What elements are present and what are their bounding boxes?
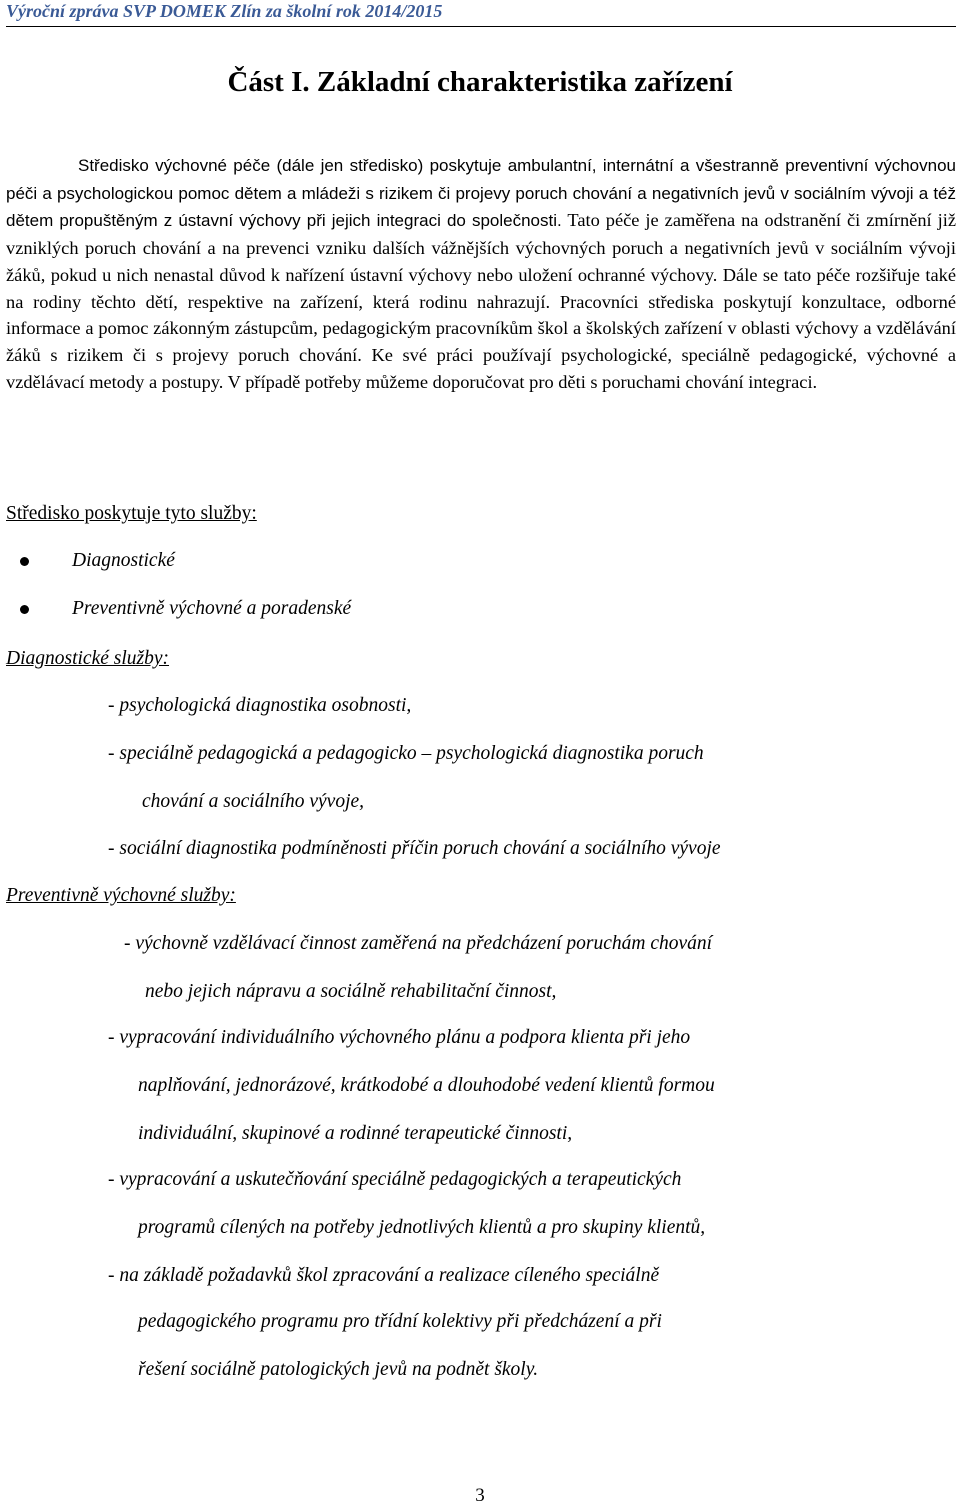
- services-list: [18, 546, 351, 642]
- running-header: [6, 0, 956, 27]
- intro-paragraph: [6, 152, 956, 395]
- page-number: 3: [475, 1485, 485, 1506]
- services-item: Diagnostické: [18, 546, 351, 594]
- diagnostic-line: - speciálně pedagogická a pedagogicko – psychologická diagnostika poruch: [108, 743, 704, 764]
- services-item: Preventivně výchovné a poradenské: [18, 594, 351, 642]
- diagnostic-line: - sociální diagnostika podmíněnosti příčin poruch chování a sociálního vývoje: [108, 838, 721, 859]
- services-heading: Středisko poskytuje tyto služby:: [6, 503, 257, 524]
- page-title: Část I. Základní charakteristika zařízení: [227, 66, 733, 98]
- intro-part2: Tato péče je zaměřena na odstranění či zmírnění již vzniklých poruch chování a na prevenci vzniku dalších vážnějších výchovných poruch a negativních jevů v sociálním vývoji žáků, pokud u nich nenastal důvod k nařízení ústavní výchovy nebo uložení ochranné výchovy. Dále se tato péče rozšiřuje také na rodiny těchto dětí, respektive na zařízení, která rodinu nahrazují. Pracovníci střediska poskytují konzultace, odborné informace a pomoc zákonným zástupcům, pedagogickým pracovníkům škol a školských zařízení v oblasti výchovy a vzdělávání žáků s rizikem či s projevy poruch chování. Ke své práci používají psychologické, speciálně pedagogické, výchovné a vzdělávací metody a postupy. V případě potřeby můžeme doporučovat pro děti s poruchami chování integraci.: [6, 210, 956, 392]
- preventive-line: nebo jejich nápravu a sociálně rehabilitační činnost,: [145, 981, 557, 1002]
- bullet-icon: [20, 605, 29, 614]
- preventive-line: - na základě požadavků škol zpracování a realizace cíleného speciálně: [108, 1265, 660, 1286]
- preventive-line: individuální, skupinové a rodinné terapeutické činnosti,: [138, 1123, 573, 1144]
- header-text: Výroční zpráva SVP DOMEK Zlín za školní rok 2014/2015: [6, 1, 443, 21]
- preventive-line: - výchovně vzdělávací činnost zaměřená na předcházení poruchám chování: [124, 933, 713, 954]
- diagnostic-heading: Diagnostické služby:: [6, 648, 170, 669]
- preventive-line: naplňování, jednorázové, krátkodobé a dlouhodobé vedení klientů formou: [138, 1075, 715, 1096]
- preventive-line: pedagogického programu pro třídní kolektivy při předcházení a při: [138, 1311, 662, 1332]
- preventive-line: řešení sociálně patologických jevů na podnět školy.: [138, 1359, 539, 1380]
- diagnostic-line: chování a sociálního vývoje,: [142, 791, 365, 812]
- intro-part1: Středisko výchovné péče (dále jen středisko) poskytuje ambulantní, internátní a všestranně preventivní výchovnou péči a psychologickou pomoc dětem a mládeži s rizikem či projevy poruch chování a negativních jevů v sociálním vývoji a též dětem propuštěným z ústavní výchovy při jejich integraci do společnosti.: [6, 156, 956, 231]
- preventive-line: - vypracování a uskutečňování speciálně pedagogických a terapeutických: [108, 1169, 682, 1190]
- bullet-icon: [20, 557, 29, 566]
- preventive-line: programů cílených na potřeby jednotlivých klientů a pro skupiny klientů,: [138, 1217, 706, 1238]
- preventive-line: - vypracování individuálního výchovného plánu a podpora klienta při jeho: [108, 1027, 691, 1048]
- diagnostic-line: - psychologická diagnostika osobnosti,: [108, 695, 412, 716]
- preventive-heading: Preventivně výchovné služby:: [6, 885, 236, 906]
